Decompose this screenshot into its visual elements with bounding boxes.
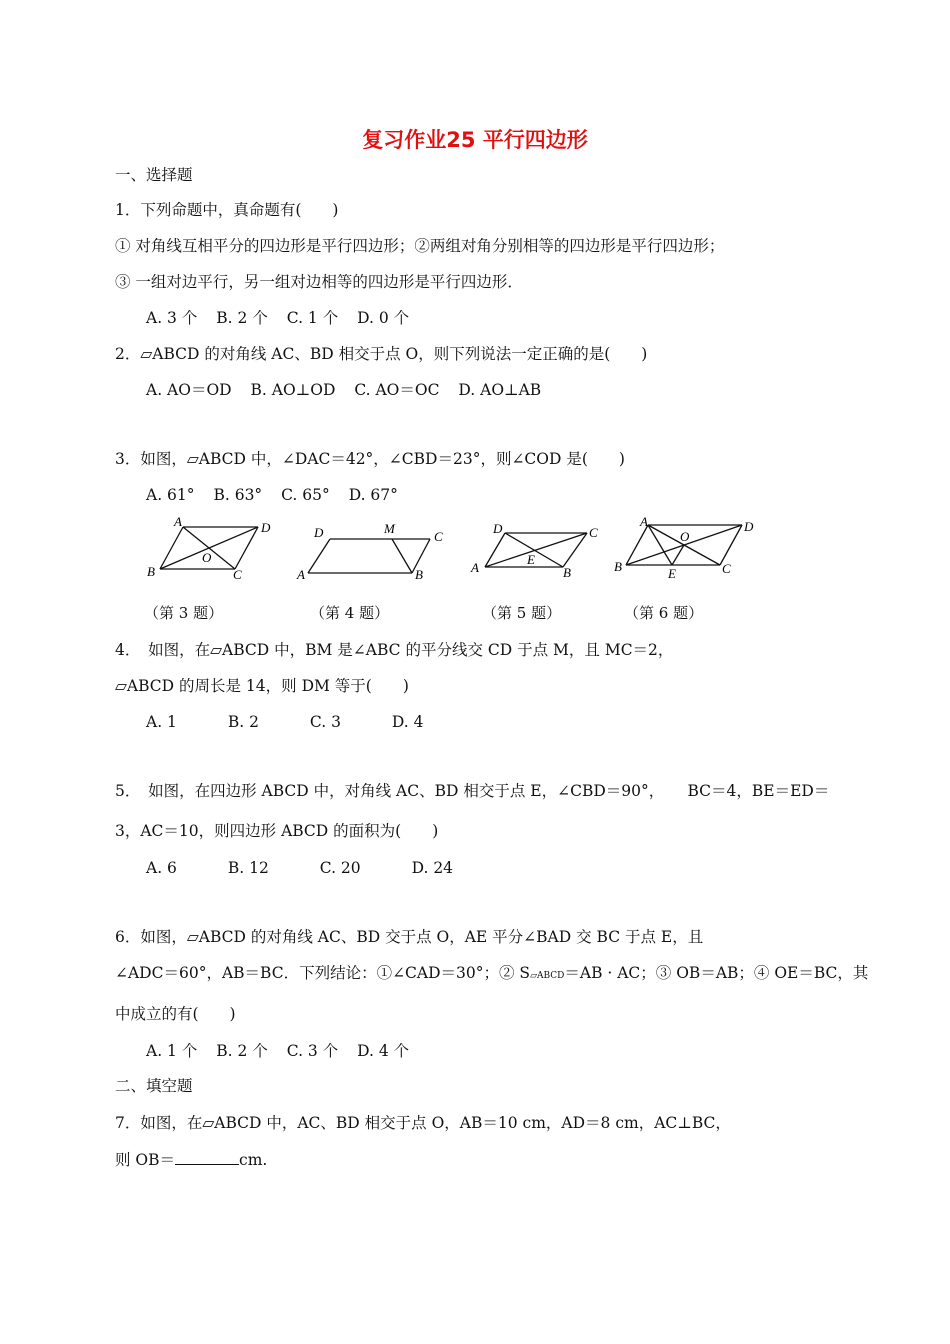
fig5-label-d: D (493, 521, 503, 536)
fig6-label-e: E (668, 566, 676, 581)
q7-line2-part1: 则 OB＝ (115, 1151, 176, 1169)
q7-line2-unit: cm. (239, 1151, 268, 1169)
q2-option-a: A. AO＝OD (146, 381, 232, 399)
q3-option-c: C. 65° (281, 486, 330, 504)
q4-options (146, 712, 437, 732)
caption-q6: （第 6 题） (624, 604, 704, 622)
q6-line2-part2: ＝AB · AC；③ OB＝AB；④ OE＝BC，其 (564, 964, 869, 982)
fig6-label-o: O (680, 529, 690, 544)
fig4-label-a: A (297, 567, 305, 582)
q6-stem-line2 (115, 963, 868, 986)
q5-stem-line1: 5． 如图，在四边形 ABCD 中，对角线 AC、BD 相交于点 E，∠CBD＝90°， BC＝4，BE＝ED＝ (115, 782, 830, 800)
q5-options (146, 858, 467, 878)
q7-stem-line1: 7．如图，在▱ABCD 中，AC、BD 相交于点 O，AB＝10 cm，AD＝8 cm，AC⊥BC， (115, 1114, 731, 1132)
q6-option-c: C. 3 个 (286, 1042, 339, 1060)
q1-option-a: A. 3 个 (146, 309, 198, 327)
figure-q4 (290, 515, 455, 585)
fig4-label-d: D (314, 525, 324, 540)
q4-option-a: A. 1 (146, 713, 177, 731)
fig5-label-b: B (563, 565, 571, 580)
q3-option-a: A. 61° (146, 486, 195, 504)
q6-line2-part1: ∠ADC＝60°，AB＝BC．下列结论：①∠CAD＝30°；② S (115, 964, 531, 982)
q6-option-d: D. 4 个 (357, 1042, 410, 1060)
fig6-label-a: A (640, 514, 648, 529)
fig5-label-a: A (471, 560, 479, 575)
fig4-label-b: B (415, 567, 423, 582)
caption-q4: （第 4 题） (310, 604, 390, 622)
fig6-label-c: C (722, 561, 731, 576)
q1-stem: 1．下列命题中，真命题有( ) (115, 201, 339, 219)
q1-options (146, 308, 423, 328)
q1-option-c: C. 1 个 (286, 309, 339, 327)
q6-option-b: B. 2 个 (216, 1042, 268, 1060)
q2-options (146, 380, 555, 400)
q6-stem-line1: 6．如图，▱ABCD 的对角线 AC、BD 交于点 O，AE 平分∠BAD 交 BC 于点 E，且 (115, 928, 704, 946)
q5-option-c: C. 20 (319, 859, 361, 877)
fig5-label-e: E (527, 552, 535, 567)
fig3-label-a: A (174, 515, 182, 529)
q1-statement-3: ③ 一组对边平行，另一组对边相等的四边形是平行四边形． (115, 273, 523, 291)
q5-option-d: D. 24 (411, 859, 454, 877)
q4-option-c: C. 3 (309, 713, 341, 731)
q4-stem-line2: ▱ABCD 的周长是 14，则 DM 等于( ) (115, 677, 409, 695)
fig5-label-c: C (589, 525, 598, 540)
q1-statement-1-2: ① 对角线互相平分的四边形是平行四边形；②两组对角分别相等的四边形是平行四边形； (115, 237, 725, 255)
answer-blank[interactable] (175, 1150, 239, 1165)
q1-option-d: D. 0 个 (357, 309, 410, 327)
figure-q5 (465, 515, 615, 585)
q1-option-b: B. 2 个 (216, 309, 268, 327)
q6-stem-line3: 中成立的有( ) (115, 1005, 236, 1023)
q6-options (146, 1041, 423, 1061)
fig3-label-o: O (202, 550, 212, 565)
q2-option-c: C. AO＝OC (354, 381, 440, 399)
q2-option-b: B. AO⊥OD (250, 381, 336, 399)
figure-q6 (612, 513, 762, 585)
fig3-label-b: B (147, 564, 155, 579)
section-heading-fill: 二、填空题 (115, 1077, 193, 1095)
q6-option-a: A. 1 个 (146, 1042, 198, 1060)
q4-stem-line1: 4． 如图，在▱ABCD 中，BM 是∠ABC 的平分线交 CD 于点 M，且 MC＝2， (115, 641, 674, 659)
q7-stem-line2 (115, 1150, 267, 1170)
fig6-label-d: D (744, 519, 754, 534)
section-heading-choice: 一、选择题 (115, 166, 193, 184)
fig4-label-c: C (434, 529, 443, 544)
fig4-label-m: M (384, 521, 395, 536)
q2-option-d: D. AO⊥AB (458, 381, 542, 399)
q6-area-subscript: ▱ABCD (530, 971, 565, 981)
q3-options (146, 485, 412, 505)
caption-q3: （第 3 题） (144, 604, 224, 622)
q4-option-b: B. 2 (227, 713, 259, 731)
q5-stem-line2: 3，AC＝10，则四边形 ABCD 的面积为( ) (115, 822, 439, 840)
q2-stem: 2．▱ABCD 的对角线 AC、BD 相交于点 O，则下列说法一定正确的是( ) (115, 345, 648, 363)
page-title: 复习作业25 平行四边形 (362, 128, 588, 152)
fig3-label-d: D (261, 520, 271, 535)
q5-option-b: B. 12 (227, 859, 269, 877)
q3-option-b: B. 63° (213, 486, 263, 504)
q3-stem: 3．如图，▱ABCD 中，∠DAC＝42°，∠CBD＝23°，则∠COD 是( ) (115, 450, 625, 468)
figure-q3 (140, 515, 280, 585)
q5-option-a: A. 6 (146, 859, 177, 877)
fig6-label-b: B (614, 559, 622, 574)
fig3-label-c: C (233, 567, 242, 582)
q4-option-d: D. 4 (391, 713, 424, 731)
q3-option-d: D. 67° (348, 486, 398, 504)
caption-q5: （第 5 题） (482, 604, 562, 622)
